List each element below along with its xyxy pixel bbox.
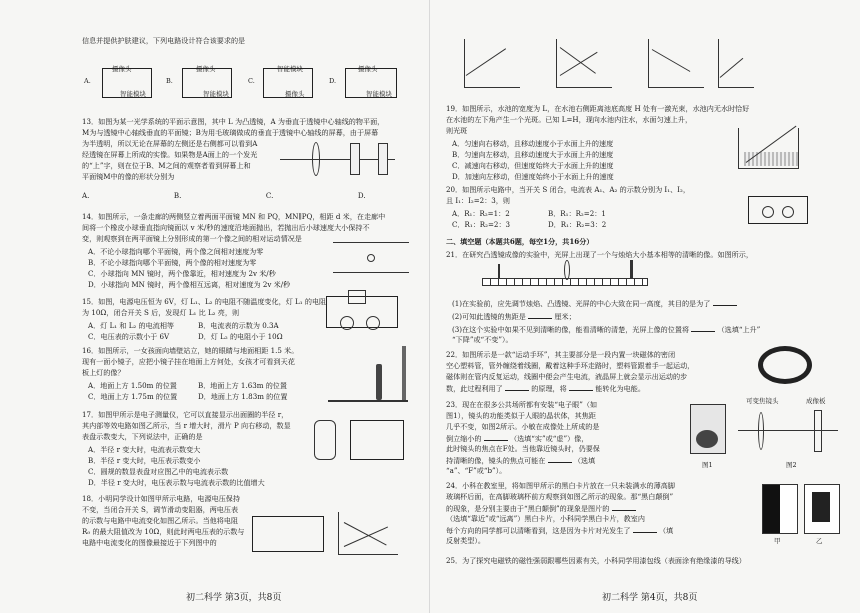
- q14-a: A．不论小球指向哪个平面镜，两个像之间相对速度为零: [88, 247, 264, 256]
- q13-choices: [82, 191, 366, 201]
- q25-line-1: 25．为了探究电磁铁的磁性强弱跟哪些因素有关，小科同学用漆包线（表面涂有绝缘漆的导线）: [446, 556, 746, 565]
- q21-unit: 厘米；: [554, 312, 576, 321]
- q22-text-c: 能转化为电能。: [595, 384, 645, 393]
- q14-line-2: 间将一个橡皮小球垂直指向镜面以 v 米/秒的速度沿地面抛出，若抛出后小球速度大小保持不: [82, 223, 370, 232]
- q18-line-4: R₀ 的最大阻值改为 10Ω，则此时两电压表的示数与: [82, 527, 245, 536]
- camera-label-c: 摄像头: [285, 90, 305, 98]
- q21-sub2: [452, 311, 576, 322]
- q21-answer-1[interactable]: [713, 298, 737, 306]
- q18-line-1: 18．小明同学设计如图甲所示电路，电源电压保持: [82, 494, 240, 503]
- smart-label-a: 智能模块: [120, 90, 146, 98]
- circuit-option-c: C.: [248, 77, 255, 85]
- smart-label-b: 智能模块: [203, 90, 229, 98]
- circuit-options-figure: [82, 53, 412, 109]
- q16-wall-figure: [328, 346, 412, 404]
- q17-line-3: 表盘示数变大，下列说法中，正确的是: [82, 432, 203, 441]
- circuit-option-d: D.: [329, 77, 337, 85]
- fig-jia: 甲: [774, 537, 781, 545]
- q24-line-3: [446, 503, 636, 514]
- q17-c: C．圆规的数显表盘对应图乙中的电流表示数: [88, 467, 229, 476]
- q18-line-2: 不变，当闭合开关 S，调节滑动变阻器，两电压表: [82, 505, 239, 514]
- q16-a: A．地面上方 1.50m 的位置: [88, 381, 177, 390]
- q20-circuit-figure: [742, 190, 822, 230]
- q13-line-1: 13．如图为某一光学系统的平面示意图，其中 L 为凸透镜，A 为垂直于透镜中心轴线的物平面，: [82, 117, 385, 126]
- q14-line-1: 14．如图所示，一条走廊的两侧竖立着两面平面镜 MN 和 PQ，MN∥PQ，相距 d 米，在走廊中: [82, 212, 386, 221]
- fig2-label: 图2: [786, 461, 797, 469]
- q16-line-3: 板上灯的像？: [82, 368, 125, 377]
- left-page-footer: 初二科学 第3页，共8页: [186, 593, 282, 603]
- q18-circuit-box: [252, 516, 324, 552]
- q23-line-1: 23．现在在很多公共场所都有安装“电子眼”（如: [446, 400, 598, 409]
- q20-a: A．R₁：R₂=1：2: [452, 209, 510, 218]
- q14-d: D．小球指向 MN 镜时，两个像相互远离，相对速度为 2v 米/秒: [88, 280, 291, 289]
- q24-answer-1[interactable]: [612, 503, 636, 511]
- q13-c: C.: [265, 191, 274, 200]
- intro-line: 信息并提供护肤建议，下列电路设计符合该要求的是: [82, 36, 246, 45]
- q24-line-4: （选填“靠近”或“远离”）黑白卡片，小科同学黑白卡片，教室内: [446, 514, 645, 523]
- q15-circuit-figure: [320, 288, 410, 338]
- q23-text-b: （选填“实”或“虚”）像，: [510, 434, 589, 443]
- q19-c: C．减速向右移动，但速度始终大于水面上升的速度: [452, 161, 614, 170]
- q21-answer-2[interactable]: [528, 311, 552, 319]
- q22-band-figure: [752, 340, 808, 382]
- q20-c: C．R₁：R₂=2：3: [452, 220, 511, 229]
- q23-line-5: 此时镜头的焦点在F处。当他靠近镜头时，仍要保: [446, 444, 600, 453]
- q17-b: B．半径 r 变大时，电压表示数变小: [88, 456, 201, 465]
- q21-sub3: [452, 324, 760, 335]
- q21-sub1: [452, 298, 737, 309]
- q17-circuit-box: [350, 420, 404, 460]
- q21-sub2-text: (2)可知此透镜的焦距是: [452, 312, 526, 321]
- q20-circuit-box: [748, 196, 808, 224]
- q20-b: B．R₁：R₂=2：1: [548, 209, 606, 218]
- q15-c: C．电压表的示数小于 6V: [88, 332, 170, 341]
- fig1-label: 图1: [702, 461, 713, 469]
- camera-label-d: 摄像头: [358, 65, 378, 73]
- q13-b: B.: [173, 191, 182, 200]
- q15-b: B．电流表的示数为 0.3A: [198, 321, 279, 330]
- q21-optical-bench-figure: [482, 258, 652, 292]
- q21-answer-3[interactable]: [691, 324, 715, 332]
- q16-d: D．地面上方 1.83m 的位置: [198, 392, 288, 401]
- q13-line-5: 的“上”字，则在位于B、M之间的观察者看到屏幕上和: [82, 161, 251, 170]
- q16-line-1: 16．如图所示，一女孩面向墙壁站立，她的眼睛与地面相距 1.5 米。: [82, 346, 299, 355]
- q24-line-5: [446, 525, 673, 536]
- q24-text-b: 每个方向的同学都可以清晰看到，这是因为卡片对光发生了: [446, 526, 631, 535]
- q23-text-a: 倒立缩小的: [446, 434, 482, 443]
- q24-line-6: 反射类型）。: [446, 536, 486, 545]
- q20-d: D．R₁：R₂=3：2: [548, 220, 607, 229]
- q18-figures: [252, 506, 412, 564]
- q23-line-4: [446, 433, 588, 444]
- q15-d: D．灯 L₂ 的电阻小于 10Ω: [198, 332, 283, 341]
- camera-label-a: 摄像头: [112, 65, 132, 73]
- q19-line-2: 在水池的左下角产生一个光斑。已知 L=H，现向水池内注水，水面匀速上升，: [446, 115, 693, 124]
- q15-line-1: 15．如图，电源电压恒为 6V，灯 L₁、L₂ 的电阻不随温度变化，灯 L₁ 的电阻: [82, 297, 327, 306]
- right-page-footer: 初二科学 第4页，共8页: [602, 593, 698, 603]
- q21-sub3-choice-hint: （选填“上升”: [717, 325, 761, 334]
- q16-c: C．地面上方 1.75m 的位置: [88, 392, 178, 401]
- q19-a: A．匀速向右移动，且移动速度小于水面上升的速度: [452, 139, 614, 148]
- camera-label-b: 摄像头: [196, 65, 216, 73]
- graph-options-figure: [444, 35, 754, 97]
- fig-yi: 乙: [816, 537, 823, 545]
- q13-d: D.: [357, 191, 366, 200]
- q13-line-6: 平面镜M中的像的形状分别为: [82, 172, 175, 181]
- q23-answer-2[interactable]: [548, 455, 572, 463]
- q19-b: B．匀速向左移动，且移动速度大于水面上升的速度: [452, 150, 614, 159]
- q17-circuit-figure: [308, 410, 412, 472]
- q17-d: D．半径 r 变大时，电压表示数与电流表示数的比值增大: [88, 478, 265, 487]
- q17-a: A．半径 r 变大时，电流表示数变大: [88, 445, 201, 454]
- q15-a: A．灯 L₁ 和 L₂ 的电流相等: [88, 321, 175, 330]
- q24-answer-2[interactable]: [633, 525, 657, 533]
- q22-text-a: 数，此过程利用了: [446, 384, 503, 393]
- q15-line-2: 为 10Ω，闭合开关 S 后，发现灯 L₁ 比 L₂ 亮，则: [82, 308, 240, 317]
- right-page: [430, 0, 860, 613]
- q20-line-2: 且 I₁：I₂=2：3，则: [446, 196, 510, 205]
- q14-line-3: 变，则观察到在两平面镜上分别形成的第一个像之间的相对运动情况是: [82, 234, 302, 243]
- q20-line-1: 20．如图所示电路中，当开关 S 闭合，电流表 A₁、A₂ 的示数分别为 I₁、I₂，: [446, 185, 690, 194]
- q23-answer-1[interactable]: [484, 433, 508, 441]
- q21-sub3-end: “下降”或“不变”）。: [452, 335, 513, 344]
- q23-line-6: [446, 455, 595, 466]
- lens-label: 可变焦镜头: [746, 397, 779, 405]
- q16-b: B．地面上方 1.63m 的位置: [198, 381, 287, 390]
- q22-line-4: [446, 383, 645, 394]
- q13-line-2: M为与透镜中心轴线垂直的平面镜；B为用毛玻璃做成的垂直于透镜中心轴线的屏幕，由于屏幕: [82, 128, 379, 137]
- q19-line-1: 19．如图所示，水池的宽度为 L，在水池右侧距离池底高度 H 处有一激光束，水池内无水时恰好: [446, 104, 750, 113]
- q24-line-1: 24．小科在教室里，将如图甲所示的黑白卡片放在一只未装满水的薄高脚: [446, 481, 675, 490]
- q18-line-3: 的示数与电路中电流变化如图乙所示。当他将电阻: [82, 516, 239, 525]
- q18-line-5: 电路中电流变化的图像最接近于下列图中的: [82, 538, 217, 547]
- q13-a: A.: [82, 191, 90, 200]
- smart-label-d: 智能模块: [366, 90, 392, 98]
- circuit-option-b: B.: [166, 77, 173, 85]
- q16-line-2: 现有一面小镜子，应把小镜子挂在地面上方何处，女孩才可看到天花: [82, 357, 295, 366]
- fill-in-section-title: 二、填空题（本题共6题，每空1分，共16分）: [446, 237, 594, 246]
- q24-line-2: 玻璃杯后面，在高脚玻璃杯前方观察到如图乙所示的现象。那“黑白颠倒”: [446, 492, 674, 501]
- q24-card-figure: [758, 478, 842, 546]
- q22-line-3: 磁体则在管内反复运动，线圈中便会产生电流，液晶屏上就会显示出运动的步: [446, 372, 688, 381]
- q21-sub1-text: (1)在实验前，应先调节烛焰、凸透镜、光屏的中心大致在同一高度，其目的是为了: [452, 299, 711, 308]
- q22-answer-1[interactable]: [505, 383, 529, 391]
- q19-d: D．加速向左移动，但速度始终小于水面上升的速度: [452, 172, 614, 181]
- q23-line-7: “a”、“F”或“b”）。: [446, 466, 507, 475]
- q22-line-2: 空心塑料管，管外缠绕着线圈，戴着这种手环走路时，塑料管跟着手一起运动，: [446, 361, 695, 370]
- q23-text-c: 持清晰的像，镜头的焦点可能在: [446, 456, 546, 465]
- q13-optics-figure: [280, 138, 400, 180]
- q17-line-2: 其内部等效电路如图乙所示，当 r 增大时，滑片 P 向右移动，数显: [82, 421, 291, 430]
- q22-answer-2[interactable]: [569, 383, 593, 391]
- q14-mirror-figure: [331, 236, 411, 278]
- q23-line-3: 几乎不变，如图2所示。小敏在成像处上所成的是: [446, 422, 600, 431]
- q14-b: B．不论小球指向哪个平面镜，两个像的相对速度为零: [88, 258, 257, 267]
- q21-sub3-text: (3)在这个实验中如果不见到清晰的像，能看清晰的清楚，光屏上像的位置将: [452, 325, 690, 334]
- q17-line-1: 17．如图甲所示是电子测量仪，它可以直接显示出面圈的半径 r，: [82, 410, 289, 419]
- image-board-label: 成像板: [806, 397, 826, 405]
- q14-c: C．小球指向 MN 镜时，两个像靠近，相对速度为 2v 米/秒: [88, 269, 276, 278]
- circuit-option-a: A.: [84, 77, 91, 85]
- q19-line-3: 则光斑: [446, 126, 468, 135]
- q22-text-b: 的原理，将: [531, 384, 567, 393]
- q24-text-c: （填: [658, 526, 674, 535]
- smart-label-c: 智能模块: [277, 65, 303, 73]
- q23-camera-figure: [682, 394, 842, 472]
- q13-line-3: 为半透明，所以无论在屏幕的左侧还是右侧都可以看到A: [82, 139, 258, 148]
- q21-line-1: 21．在研究凸透镜成像的实验中，光屏上出现了一个与烛焰大小基本相等的清晰的像。如图所示，: [446, 250, 753, 259]
- q23-text-d: （选填: [573, 456, 596, 465]
- q22-line-1: 22．如图所示是一款“运动手环”，其主要部分是一段内置一块磁体的密闭: [446, 350, 676, 359]
- q19-pool-figure: [738, 122, 810, 170]
- q23-line-2: 图1），镜头的功能类似于人眼的晶状体，其焦距: [446, 411, 596, 420]
- q13-line-4: 经透镜在屏幕上所成的实像。如果物是A面上的一个发光: [82, 150, 258, 159]
- q24-text-a: 的现象，是分别主要由于“黑白颠倒”的现象是图片的: [446, 504, 610, 513]
